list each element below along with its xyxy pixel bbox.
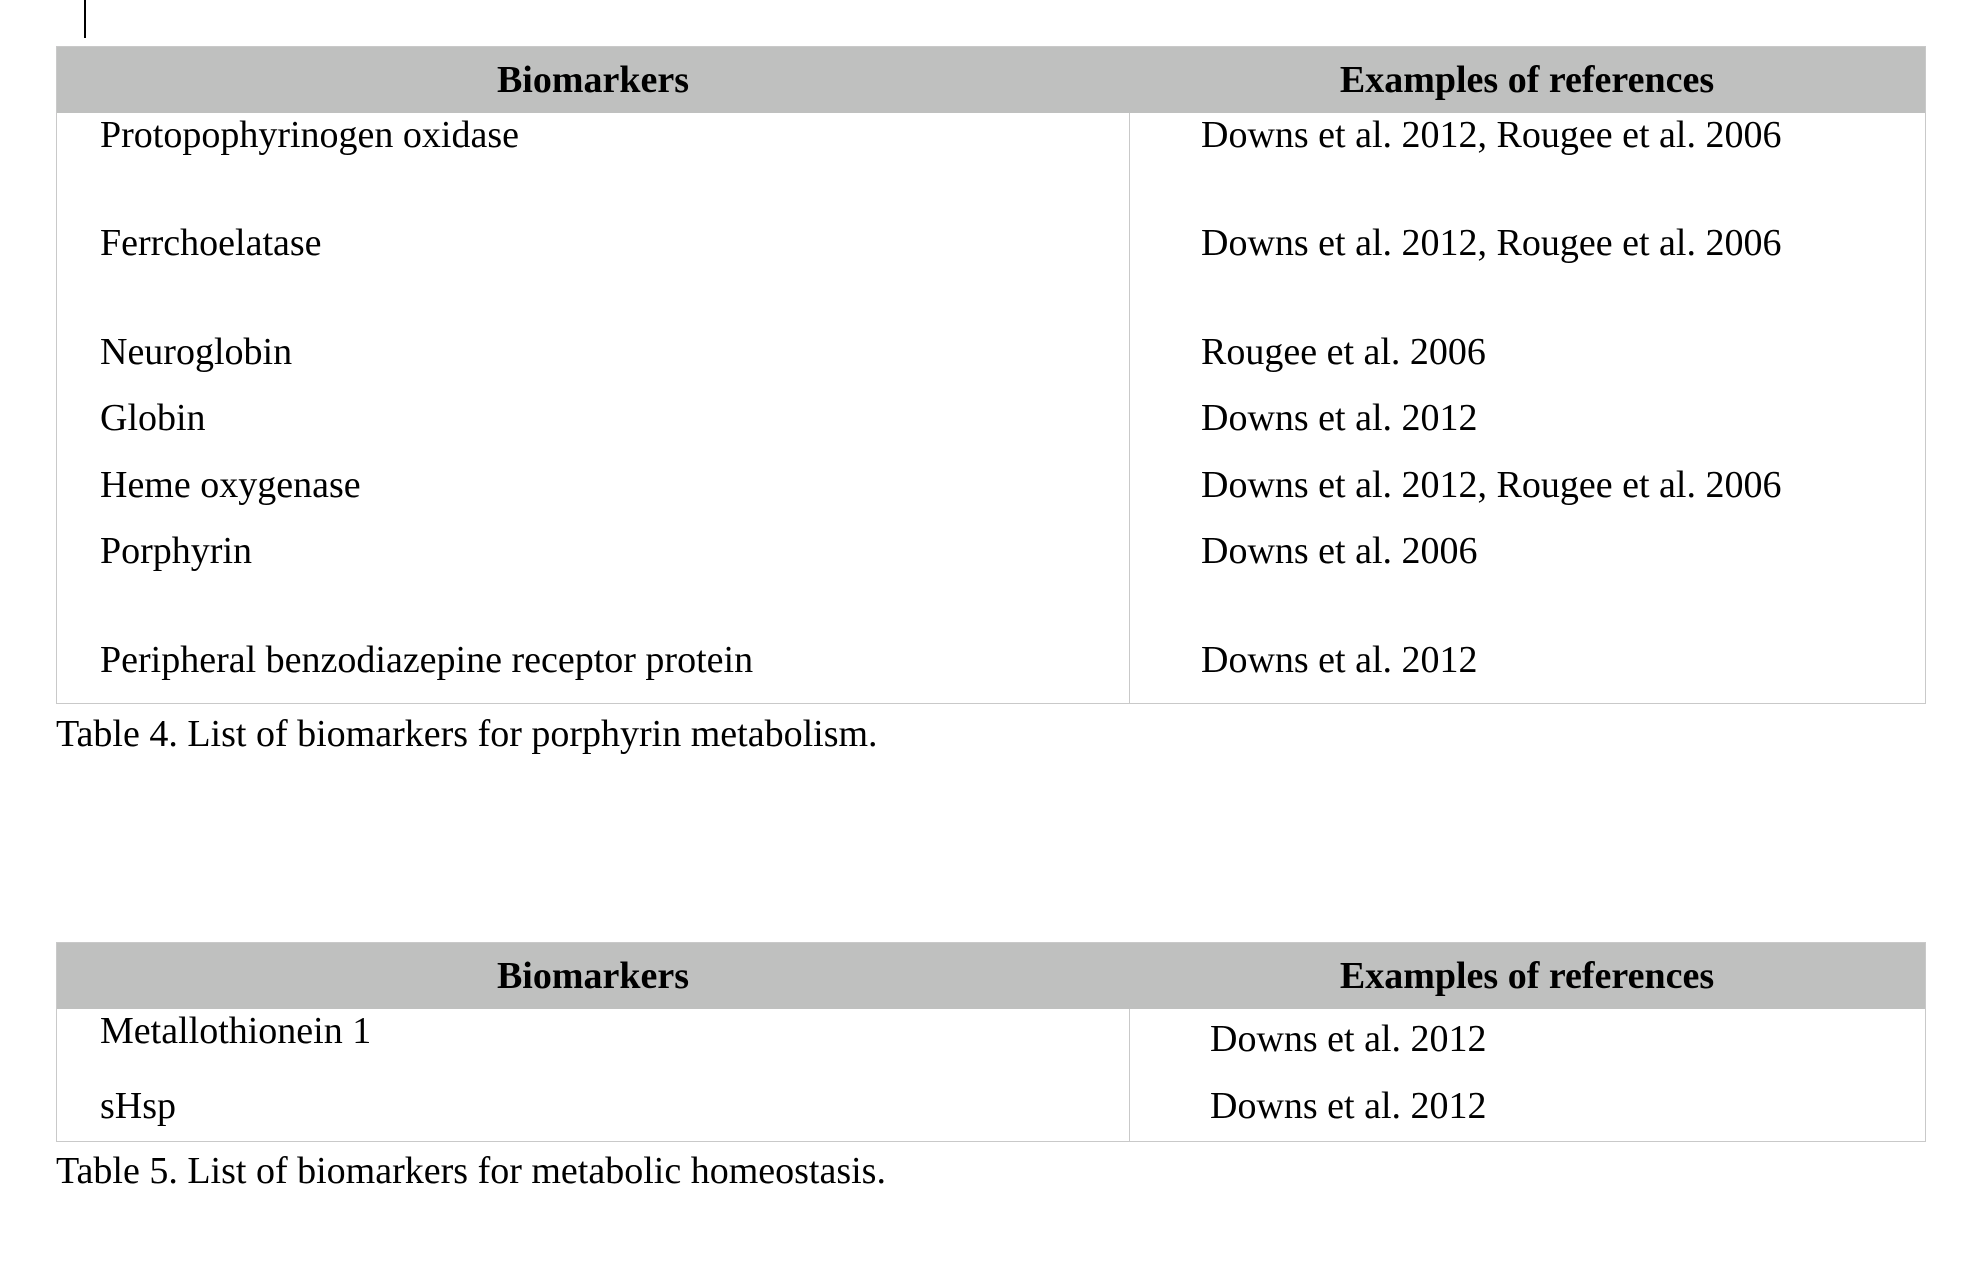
table-body — [57, 113, 1925, 703]
table-header — [57, 943, 1925, 1009]
biomarker-cell: Ferrchoelatase — [100, 222, 322, 264]
table-row — [57, 396, 1925, 440]
table-row — [57, 113, 1925, 157]
table-row — [57, 463, 1925, 507]
reference-cell: Downs et al. 2012 — [1201, 397, 1478, 439]
reference-cell: Downs et al. 2012 — [1210, 1018, 1487, 1060]
table-row — [57, 1009, 1925, 1060]
reference-cell: Downs et al. 2012 — [1201, 639, 1478, 681]
reference-cell: Downs et al. 2012, Rougee et al. 2006 — [1201, 222, 1782, 264]
header-references: Examples of references — [1339, 59, 1715, 101]
reference-cell: Downs et al. 2012 — [1210, 1085, 1487, 1127]
table-row — [57, 638, 1925, 682]
table-row — [57, 221, 1925, 265]
table-row — [57, 529, 1925, 573]
header-biomarkers: Biomarkers — [496, 59, 690, 101]
table-header — [57, 47, 1925, 113]
biomarker-cell: Neuroglobin — [100, 331, 293, 373]
biomarker-cell: Peripheral benzodiazepine receptor protein — [100, 639, 754, 681]
table-4-caption: Table 4. List of biomarkers for porphyrin metabolism. — [56, 713, 878, 755]
header-references: Examples of references — [1339, 955, 1715, 997]
table-row — [57, 1084, 1925, 1128]
reference-cell: Downs et al. 2012, Rougee et al. 2006 — [1201, 114, 1782, 156]
biomarker-cell: Protopophyrinogen oxidase — [100, 114, 520, 156]
header-biomarkers: Biomarkers — [496, 955, 690, 997]
biomarker-cell: Porphyrin — [100, 530, 252, 572]
biomarker-cell: Metallothionein 1 — [100, 1010, 372, 1052]
biomarker-cell: Heme oxygenase — [100, 464, 361, 506]
table-row — [57, 330, 1925, 374]
biomarker-cell: sHsp — [100, 1085, 177, 1127]
table-4 — [56, 46, 1926, 704]
reference-cell: Downs et al. 2006 — [1201, 530, 1478, 572]
biomarker-cell: Globin — [100, 397, 206, 439]
text-cursor — [84, 0, 86, 38]
reference-cell: Rougee et al. 2006 — [1201, 331, 1486, 373]
table-5 — [56, 942, 1926, 1142]
table-body — [57, 1009, 1925, 1141]
reference-cell: Downs et al. 2012, Rougee et al. 2006 — [1201, 464, 1782, 506]
table-5-caption: Table 5. List of biomarkers for metabolic homeostasis. — [56, 1150, 886, 1192]
